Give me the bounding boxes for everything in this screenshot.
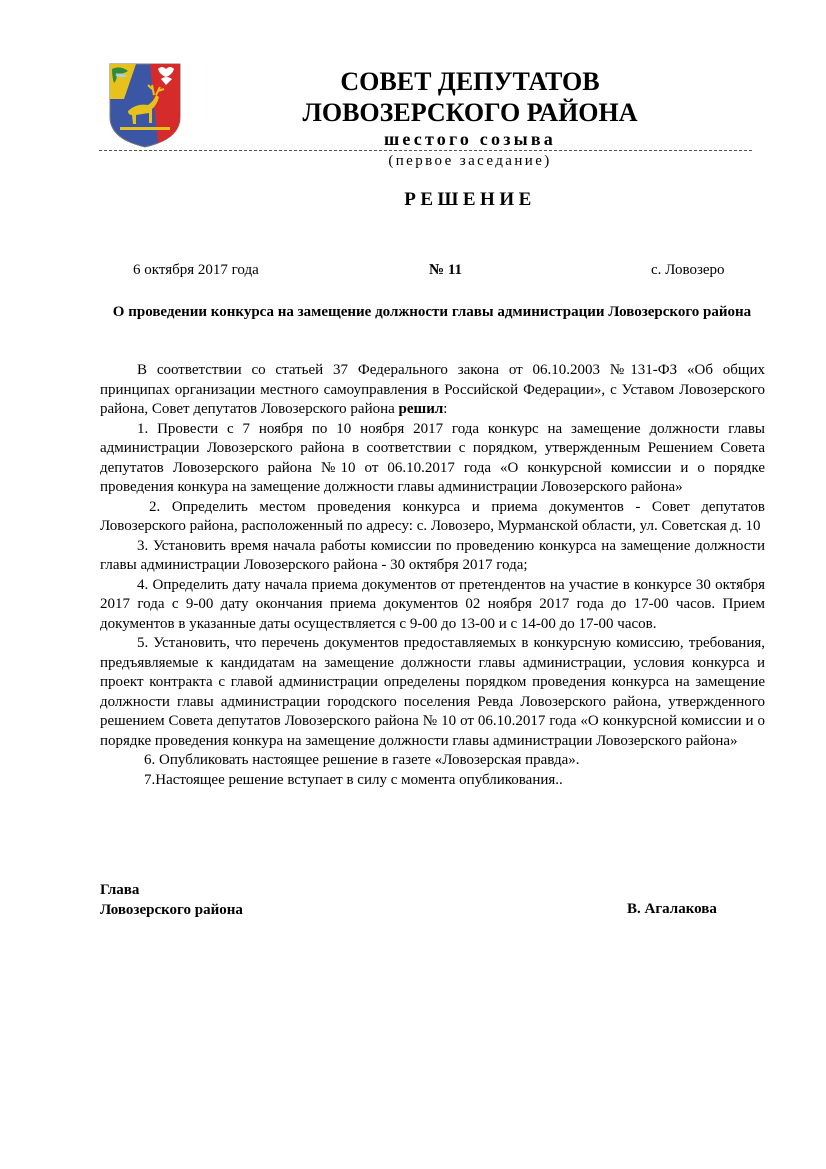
list-item: 6. Опубликовать настоящее решение в газете «Ловозерская правда». bbox=[144, 752, 580, 768]
decided-word: решил bbox=[398, 401, 444, 417]
header-divider bbox=[99, 150, 752, 151]
org-name-line-2: ЛОВОЗЕРСКОГО РАЙОНА bbox=[302, 98, 638, 127]
convocation-label: шестого созыва bbox=[383, 129, 557, 149]
org-name-line-1: СОВЕТ ДЕПУТАТОВ bbox=[340, 67, 600, 96]
signatory-title bbox=[100, 880, 243, 920]
document-body bbox=[100, 361, 765, 790]
list-item: 2. Определить местом проведения конкурса и приема документов - Совет депутатов Ловозерского района, расположенный по адресу: с. Ловозеро, Мурманской области, ул. Советская д. 10 bbox=[100, 498, 765, 534]
intro-paragraph bbox=[100, 361, 765, 420]
document-place: с. Ловозеро bbox=[651, 262, 725, 278]
list-item: 3. Установить время начала работы комиссии по проведению конкурса на замещение должности главы администрации Ловозерского района - 30 октября 2017 года; bbox=[100, 537, 765, 573]
signatory-name: В. Агалакова bbox=[627, 901, 717, 917]
list-item: 1. Провести с 7 ноября по 10 ноября 2017 года конкурс на замещение должности главы администрации Ловозерского района в соответствии с порядком, утвержденным Решением Совета депутатов Ловозерского района №10 от 06.10.2017 года «О конкурсной комиссии и о порядке проведения конкура на замещение должности главы администрации Ловозерского района» bbox=[100, 420, 765, 495]
signatory-title-line-2: Ловозерского района bbox=[100, 902, 243, 918]
document-number: № 11 bbox=[429, 262, 462, 278]
session-label: (первое заседание) bbox=[388, 153, 552, 169]
document-type: РЕШЕНИЕ bbox=[404, 189, 536, 210]
org-header bbox=[290, 66, 650, 128]
document-title: О проведении конкурса на замещение должности главы администрации Ловозерского района bbox=[112, 304, 752, 320]
list-item: 5. Установить, что перечень документов предоставляемых в конкурсную комиссию, требования, предъявляемые к кандидатам на замещение должности главы администрации, условия конкурса и проект контракта с главой администрации определены порядком проведения конкурса на замещение должности главы администрации городского поселения Ревда Ловозерского района, утвержденного решением Совета депутатов Ловозерского района № 10 от 06.10.2017 года «О конкурсной комиссии и о порядке проведения конкура на замещение должности главы администрации Ловозерского района» bbox=[100, 635, 765, 749]
list-item: 7.Настоящее решение вступает в силу с момента опубликования.. bbox=[144, 771, 563, 788]
intro-text: В соответствии со статьей 37 Федерального закона от 06.10.2003 №131-ФЗ «Об общих принципах организации местного самоуправления в Российской Федерации», с Уставом Ловозерского района, Совет депутатов Ловозерского района bbox=[100, 362, 765, 417]
coat-of-arms-icon bbox=[106, 61, 184, 149]
signatory-title-line-1: Глава bbox=[100, 882, 140, 898]
document-date: 6 октября 2017 года bbox=[133, 262, 259, 278]
list-item: 4. Определить дату начала приема документов от претендентов на участие в конкурсе 30 октября 2017 года с 9-00 дату окончания приема документов 02 ноября 2017 года до 17-00 часов. Прием документов в указанные даты осуществляется с 9-00 до 13-00 и с 14-00 до 17-00 часов. bbox=[100, 576, 765, 632]
intro-end: : bbox=[443, 401, 448, 417]
